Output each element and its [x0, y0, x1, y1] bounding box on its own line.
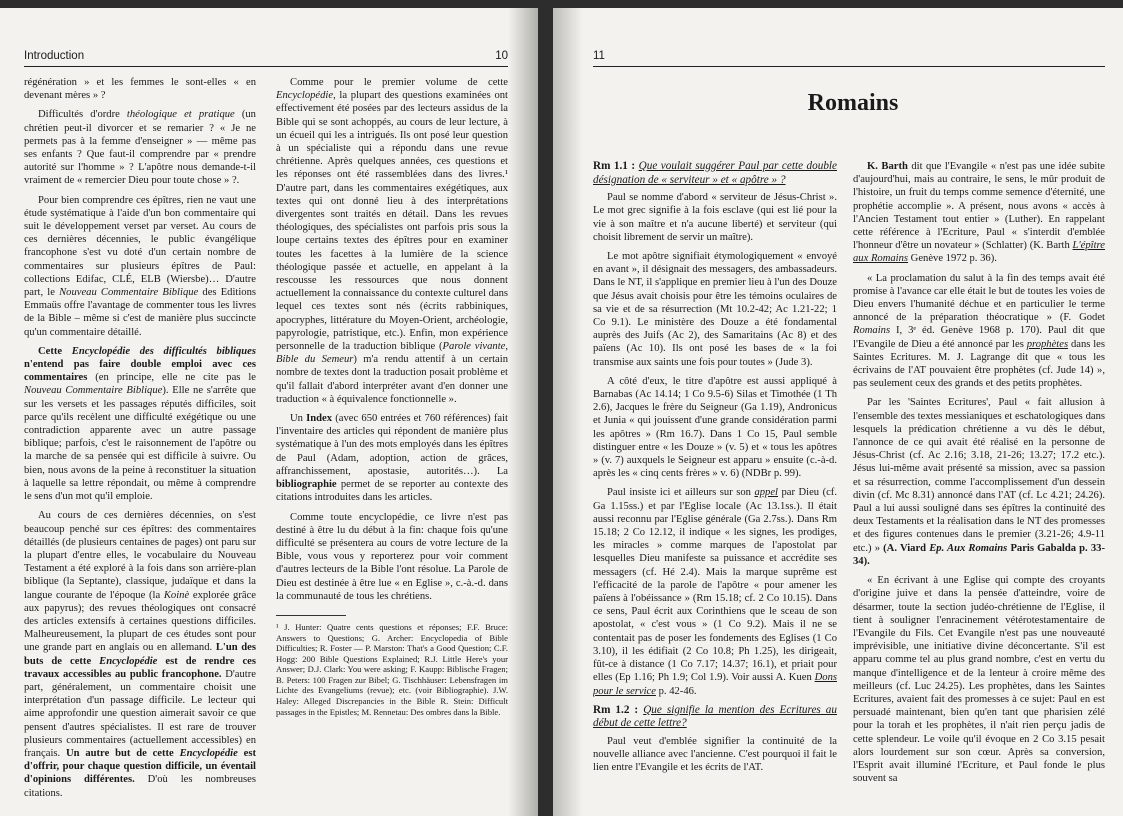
text-run: Index — [306, 413, 333, 425]
text-run: est d'offrir, pour chaque question difficile, un éventail d'opinions différentes. — [24, 747, 256, 786]
verse-reference: Rm 1.2 : — [593, 703, 644, 716]
text-run: « En écrivant à une Eglise qui compte des croyants d'origine juive et dans la pensée d'atteindre, voire de désarmer, toute la section judéo-chrétienne de l'Eglise, il tient à souligner l'enracinement vétérotestamentaire de l'Evangile du Fils. Cet Evangile n'est pas une nouveauté imprévisible, une initiative divine déconcertante. S'il est apparu comme tel au plus grand nombre, c'est en vertu du manque d'intelligence et de la lenteur à croire même des meilleurs (cf. Luc 24.25). Les prophètes, dans les Saintes Ecritures, avaient fait des promesses à ce sujet: Paul en est persuadé maintenant, bien qu'en tant que pharisien zélé pour la torah et les prophètes, il n'ait rien perçu jadis de cette splendeur. Le voile qu'il évoque en 2 Co 3.15 pesait alors lourdement sur son cœur. Après sa conversion, l'Esprit avait illuminé l'Ecriture, et Paul fonde le plus souvent sa — [853, 575, 1105, 785]
text-run: K. Barth — [867, 161, 908, 172]
text-run: Au cours de ces dernières décennies, on s'est beaucoup penché sur ces épîtres: des commentaires détaillés (de plusieurs centaines de pages) ont paru sur la plupart d'entre elles, le vocabulaire du Nouveau Testament a été exploré à la fois dans son arrière-plan biblique (la Septante), classique, judaïque et dans la langue courante de l'époque (la — [24, 510, 256, 601]
paragraph — [276, 511, 508, 603]
running-head — [593, 48, 1105, 67]
book-title: Romains — [807, 90, 899, 116]
text-run: Difficultés d'ordre — [38, 109, 127, 121]
text-run: A côté d'eux, le titre d'apôtre est aussi appliqué à Barnabas (Ac 14.14; 1 Co 9.5-6) Silas et Timothée (1 Th 2.6), Jacques le frère du Seigneur (Ga 1.19), Andronicus et Junia « qui jouissent d'une grande considération parmi les apôtres » (Rm 16.7). Dans 1 Co 15, Paul semble distinguer entre « les Douze » (v. 5) et « tous les apôtres » (v. 7) auxquels le Seigneur est apparu » ensuite (c.-à-d. après les « cinq cents frères » v. 6) (NDBr p. 99). — [593, 375, 837, 480]
text-run: Comme pour le premier volume de cette — [290, 77, 508, 88]
text-run: Pour bien comprendre ces épîtres, rien ne vaut une étude systématique à l'aide d'un bon commentaire qui suit le développement verset par verset. Au cours de ces dernières décennies, le public évangélique francophone s'est vu doté d'un certain nombre de commentaires sur plusieurs épîtres de Paul: collections Edifac, CLÉ, ELB (Wiersbe)… D'autre part, le — [24, 194, 256, 299]
text-run: (A. Viard — [883, 542, 930, 554]
paragraph — [853, 396, 1105, 568]
text-run: Genève 1972 p. 36). — [908, 253, 997, 265]
paragraph — [593, 375, 837, 481]
paragraph — [24, 108, 256, 187]
text-run: , la plupart des questions examinées ont effectivement été posées par des lecteurs assidus de la Bible qui se sont achoppés, au cours de leur lecture, à un écueil qui les a intrigués. Ils ont posé leur question à un spécialiste qui a répondu dans une revue chrétienne. Après quelques années, ces questions et les réponses ont été rassemblées dans des livres.¹ D'autre part, dans les commentaires exégétiques, aux textes qui ont donné lieu à des interprétations divergentes sont traités en détail. Dans les revues théologiques, des spécialistes ont parfois pris sous la loupe certains textes des épîtres pour en examiner toutes les facettes à la lumière de la science théologique passée et actuelle, en appelant à la rescousse les ressources que nous donnent actuellement la connaissance du contexte culturel dans lequel ces textes sont nés (écrits rabbiniques, apocryphes, littérature du Moyen-Orient, archéologie, papyrologie, patristique, etc.). Enfin, mon expérience personnelle de la traduction biblique ( — [276, 90, 508, 353]
text-run: Romains — [853, 325, 891, 337]
text-run: (en principe, elle ne cite pas le — [87, 372, 256, 384]
paragraph — [593, 250, 837, 369]
text-run: dit que l'Evangile « n'est pas une idée subite d'aujourd'hui, mais au contraire, le sens, le mûr produit de l'histoire, un fruit du temps comme semence d'éternité, une prophétie accomplie ». A présent, nous avons « accès à l'Ancien Testament tout entier » (Luther). En rappelant cette référence à l'Ecriture, Paul « s'interdit d'emblée l'honneur d'être un novateur » (Schlatter) (K. Barth — [853, 161, 1105, 252]
text-run: Nouveau Commentaire Biblique — [24, 385, 163, 397]
text-run: explorée grâce aux papyrus); des revues théologiques ont consacré des articles extensifs à certaines questions difficiles. Malheureusement, la plupart de ces études sont pour une grande part en anglais ou en allemand. — [24, 589, 256, 654]
spine-shadow — [508, 8, 538, 816]
text-run: prophètes — [1026, 338, 1069, 350]
right-page — [553, 8, 1123, 816]
text-run: L'un des buts de cette — [24, 642, 256, 667]
text-run: Un autre but de cette — [65, 747, 180, 759]
paragraph — [853, 574, 1105, 785]
text-run: Koinè — [163, 589, 190, 601]
text-run: D'autre part, généralement, un commentaire choisit une interprétation d'un passage difficile. Le lecteur qui aime approfondir une question aimerait savoir ce que pensent d'autres spécialistes. Il est rare de trouver plusieurs commentaires (actuellement accessibles) en français. — [24, 668, 256, 759]
paragraph — [24, 76, 256, 102]
text-run: D'où les nombreuses citations. — [24, 774, 256, 799]
text-run: « La proclamation du salut à la fin des temps avait été promise à l'avance car elle était le but de toutes les voies de Dieu envers l'humanité déchue et en particulier le terme annoncé de la préparation théocratique » (F. Godet — [853, 272, 1105, 324]
running-head — [24, 48, 508, 67]
text-run: L'épître aux Romains — [853, 240, 1105, 265]
text-run: ) m'a rendu attentif à un certain nombre de textes dont la traduction posait problème et qu'il fallait d'abord interpréter avant d'en donner une traduction « à équivalence fonctionnelle ». — [276, 354, 508, 405]
text-column-2 — [853, 160, 1105, 810]
left-page — [0, 8, 538, 816]
text-run: n'entend pas faire double emploi avec ces commentaires — [24, 359, 256, 384]
text-run: Paul se nomme d'abord « serviteur de Jésus-Christ ». Le mot grec signifie à la fois esclave (qui est lié pour la vie à son maître et n'a aucune liberté) et serviteur (qui choisit librement de servir un maître). — [593, 192, 837, 243]
text-run: Encyclopédie — [99, 655, 158, 667]
paragraph — [853, 160, 1105, 266]
question-text: Que voulait suggérer Paul par cette double désignation de « serviteur » et « apôtre » ? — [593, 160, 837, 186]
section-title: Introduction — [24, 50, 85, 62]
text-run: Nouveau Commentaire Biblique — [59, 287, 199, 299]
text-run: Encyclopédie des difficultés bibliques — [71, 345, 256, 357]
text-run: I, 3ᵉ éd. Genève 1968 p. 170). Paul dit que l'Evangile de Dieu a été annoncé par les — [853, 325, 1105, 350]
paragraph — [593, 191, 837, 244]
text-run: Dons pour le service — [593, 672, 837, 697]
paragraph — [24, 345, 256, 503]
text-run: par Dieu (cf. Ga 1.15ss.) et par l'Eglise locale (Ac 13.1ss.). Il était aussi reconnu par l'Eglise générale (Ga 2.7ss.). Dans Rm 15.18; 2 Co 12.12, il indique « les signes, les prodiges, les miracles » comme marques de l'apostolat par lesquelles Dieu manifeste sa puissance et accrédite ses messagers (cf. Hé 2.4). Mais la marque suprême est l'efficacité de la parole de l'apôtre « pour amener les païens à l'obéissance » (Rm 15.18; cf. 2 Co 10.15). Dans ce sens, Paul écrit aux Corinthiens que le sceau de son apostolat, « c'est vous » (1 Co 9.2). Mais il ne se contentait pas de poser les fondements des Eglises (1 Co 3.10), il les édifiait (2 Co 10.8; Ph 1.25), les dirigeait, fût-ce à distance (1 Co 7.17; 14.37; 16.1), et priait pour elles (Ep 1.16; Ph 1.9; Col 1.9). Voir aussi A. Kuen — [593, 487, 837, 684]
paragraph — [593, 735, 837, 775]
question-text: Que signifie la mention des Ecritures au début de cette lettre? — [593, 703, 837, 730]
text-run: (avec 650 entrées et 760 références) fait l'inventaire des articles qui répondent de manière plus systématique à l'un des mots employés dans les épîtres de Paul (Adam, adoption, action de grâces, affranchissement, apostasie, autorités…). La — [276, 413, 508, 477]
text-run: Le mot apôtre signifiait étymologiquement « envoyé en avant », il désignait des messagers, des ambassadeurs. Dans le NT, il s'applique en premier lieu à l'un des Douze que Jésus avait choisis pour être les témoins oculaires de sa vie et de sa résurrection (Mt 10.2-42; Ac 1.21-22; 1 Co 9.1). Le ministère des Douze a été fondamental auprès des Juifs (Ac 2), des Samaritains (Ac 8) et des païens (Ac 10). Ils ont posé les bases de « la foi transmise aux saints une fois pour toutes » (Jude 3). — [593, 251, 837, 368]
question-heading — [593, 704, 837, 731]
text-column-1 — [24, 76, 256, 808]
text-run: Encyclopédie — [276, 90, 334, 102]
text-run: est de rendre ces travaux accessibles au public francophone. — [24, 655, 256, 680]
text-run: Ep. Aux Romains — [929, 542, 1008, 554]
text-run: p. 42-46. — [655, 685, 697, 697]
text-run: dans les Saintes Ecritures. M. J. Lagrange dit que « tous les écrivains de l'AT pouvaient être prophètes (cf. Jude 14) », pas seulement ceux des grands et des petits prophètes. — [853, 338, 1105, 390]
paragraph — [593, 486, 837, 697]
text-run: Comme toute encyclopédie, ce livre n'est pas destiné à être lu du début à la fin: chaque fois qu'une difficulté se présentera au cours de votre lecture de la Bible, vous vous y reporterez pour voir comment d'autres lecteurs de la Bible l'ont résolue. La Parole de Dieu est destinée à être lue « en Eglise », c.-à.-d. dans la communauté de tous les chrétiens. — [276, 511, 508, 602]
spine-shadow — [553, 8, 583, 816]
text-column-2 — [276, 76, 508, 808]
text-run: des Editions Emmaüs offre l'avantage de commenter tous les livres de la Bible – même si c'est de manière plus succincte qu'un commentaire détaillé. — [24, 287, 256, 338]
paragraph — [853, 272, 1105, 391]
text-run: permet de se reporter au contexte des citations introduites dans les articles. — [276, 479, 508, 504]
text-run: ). Elle ne s'arrête que sur les versets et les passages réputés difficiles, soit parce qu'ils recèlent une difficulté exégétique ou une contradiction apparente avec un autre passage biblique; parfois, c'est le raisonnement de l'apôtre ou la marche de sa pensée qui est difficile à suivre. Ou bien, nous avons de la peine à reconstituer la situation à laquelle sa lettre répondait, ou même à comprendre le sens d'un mot qu'il emploie. — [24, 385, 256, 503]
paragraph — [276, 76, 508, 406]
footnote-rule — [276, 615, 346, 616]
paragraph — [24, 509, 256, 799]
text-run: Encyclopédie — [179, 747, 238, 759]
col2-body — [276, 76, 508, 603]
text-run: Paris Gabalda p. 33-34). — [853, 542, 1105, 567]
text-run: Un — [290, 413, 307, 425]
text-run: appel — [754, 487, 778, 499]
paragraph — [24, 194, 256, 339]
page-number: 11 — [593, 50, 605, 62]
paragraph — [276, 412, 508, 504]
text-run: (un chrétien peut-il divorcer et se remarier ? « Je ne permets pas à la femme d'enseigner » — même pas ses enfants ? Que faut-il comprendre par « prendre autorité sur l'homme » ? L'apôtre nous demande-t-il vraiment de « remercier Dieu pour toute chose » ?. — [24, 109, 256, 187]
text-column-1 — [593, 160, 837, 810]
question-heading — [593, 160, 837, 187]
text-run: Paul veut d'emblée signifier la continuité de la nouvelle alliance avec l'ancienne. C'est pourquoi il fait le lien entre l'Evangile et les écrits de l'AT. — [593, 735, 837, 774]
verse-reference: Rm 1.1 : — [593, 160, 639, 172]
text-run: Cette — [38, 345, 72, 357]
text-run: Parole vivante, Bible du Semeur — [276, 341, 508, 366]
text-run: Paul insiste ici et ailleurs sur son — [607, 487, 755, 499]
page-number: 10 — [495, 50, 508, 62]
text-run: Par les 'Saintes Ecritures', Paul « fait allusion à l'ensemble des textes messianiques et eschatologiques dans lesquels la prédication chrétienne a vu dès le début, l'annonce de ce qui avait été réalisé en la personne de Jésus-Christ (cf. Ac 2.16; 3.18, 21-26; 13.27; 17.2 etc.). Jésus lui-même avait présenté sa mission, avec sa passion et sa résurrection, comme l'accomplissement d'un dessein divin (cf. Mc 8.31) annoncé dans l'AT (cf. Lc 4.21; 24.26). Paul a lui aussi souligné dans ses épîtres la continuité des deux Testaments et la réalisation dans le NT des promesses et des figures contenues dans le premier (3.21-26; 4.9-11 etc.) » — [853, 397, 1105, 554]
text-run: théologique et pratique — [126, 109, 235, 121]
text-run: régénération » et les femmes le sont-elles « en devenant mères » ? — [24, 77, 256, 102]
text-run: bibliographie — [276, 479, 337, 491]
footnote: ¹ J. Hunter: Quatre cents questions et réponses; F.F. Bruce: Answers to Questions; G. Archer: Encyclopedia of Bible Difficulties; R. Foster — P. Marston: That's a Good Question; C.F. Hogg: 200 Bible Questions Explained; R.J. Little Here's your Answer; D.J. Clark: You were asking; F. Kaupp: Biblische Fragen; B. Peters: 100 Fragen zur Bibel; G. Tischhäuser: Lebensfragen im Lichte des Evangeliums (revue); etc. (voir Bibliographie). J.W. Haley: Alleged Discrepancies in the Bible R. Stein: Difficult passages in the Epistles; M. Rennetau: Des ombres dans la Bible. — [276, 621, 508, 717]
